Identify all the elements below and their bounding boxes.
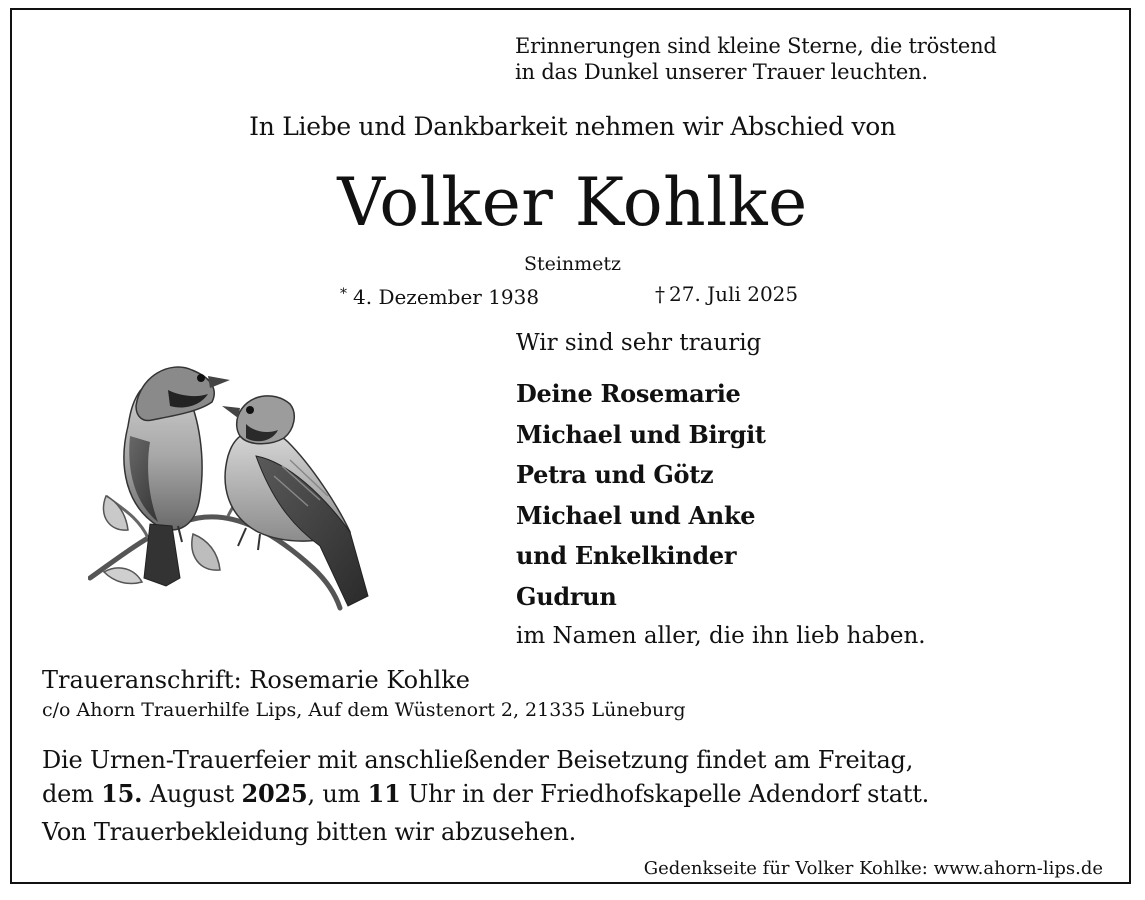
mourning-address-title: Traueranschrift: Rosemarie Kohlke (42, 666, 470, 694)
right-sparrow-icon (222, 396, 368, 606)
mourning-address-line: c/o Ahorn Trauerhilfe Lips, Auf dem Wüstenort 2, 21335 Lüneburg (42, 699, 686, 721)
ceremony-year: 2025 (241, 779, 308, 808)
mourners-intro: Wir sind sehr traurig (516, 330, 762, 356)
ceremony-hour: 11 (367, 779, 401, 808)
deceased-name: Volker Kohlke (337, 164, 808, 241)
ceremony-location: Uhr in der Friedhofskapelle Adendorf statt. (400, 780, 930, 808)
birth-date-text: 4. Dezember 1938 (353, 285, 540, 309)
death-symbol: † (655, 282, 665, 306)
farewell-intro: In Liebe und Dankbarkeit nehmen wir Abschied von (249, 112, 896, 141)
mourner-name: Michael und Anke (516, 500, 756, 530)
mourner-name: und Enkelkinder (516, 541, 737, 571)
quote-line-1: Erinnerungen sind kleine Sterne, die tröstend (515, 34, 997, 58)
mourner-name: Michael und Birgit (516, 419, 766, 449)
death-date-text: 27. Juli 2025 (669, 282, 799, 306)
ceremony-prefix: dem (42, 780, 102, 808)
birth-symbol: * (340, 286, 347, 302)
memorial-quote (515, 33, 997, 85)
attire-note: Von Trauerbekleidung bitten wir abzusehen. (42, 818, 577, 846)
mourner-name: Deine Rosemarie (516, 379, 741, 408)
ceremony-time-prefix: , um (307, 780, 368, 808)
ceremony-line-1: Die Urnen-Trauerfeier mit anschließender Beisetzung findet am Freitag, (42, 746, 914, 774)
ceremony-month: August (142, 780, 242, 808)
birth-date (340, 281, 539, 310)
ceremony-announcement (42, 744, 929, 811)
mourners-list (516, 374, 766, 618)
sparrows-illustration (88, 346, 378, 618)
ceremony-line-2 (42, 777, 929, 811)
deceased-profession: Steinmetz (523, 253, 622, 275)
quote-line-2: in das Dunkel unserer Trauer leuchten. (515, 60, 928, 84)
death-date (655, 281, 798, 307)
mourner-name: Petra und Götz (516, 460, 714, 490)
memorial-page-link[interactable]: Gedenkseite für Volker Kohlke: www.ahorn-lips.de (643, 858, 1103, 879)
ceremony-day: 15. (101, 779, 143, 808)
mourner-name: Gudrun (516, 581, 617, 611)
mourners-closing: im Namen aller, die ihn lieb haben. (516, 623, 926, 649)
